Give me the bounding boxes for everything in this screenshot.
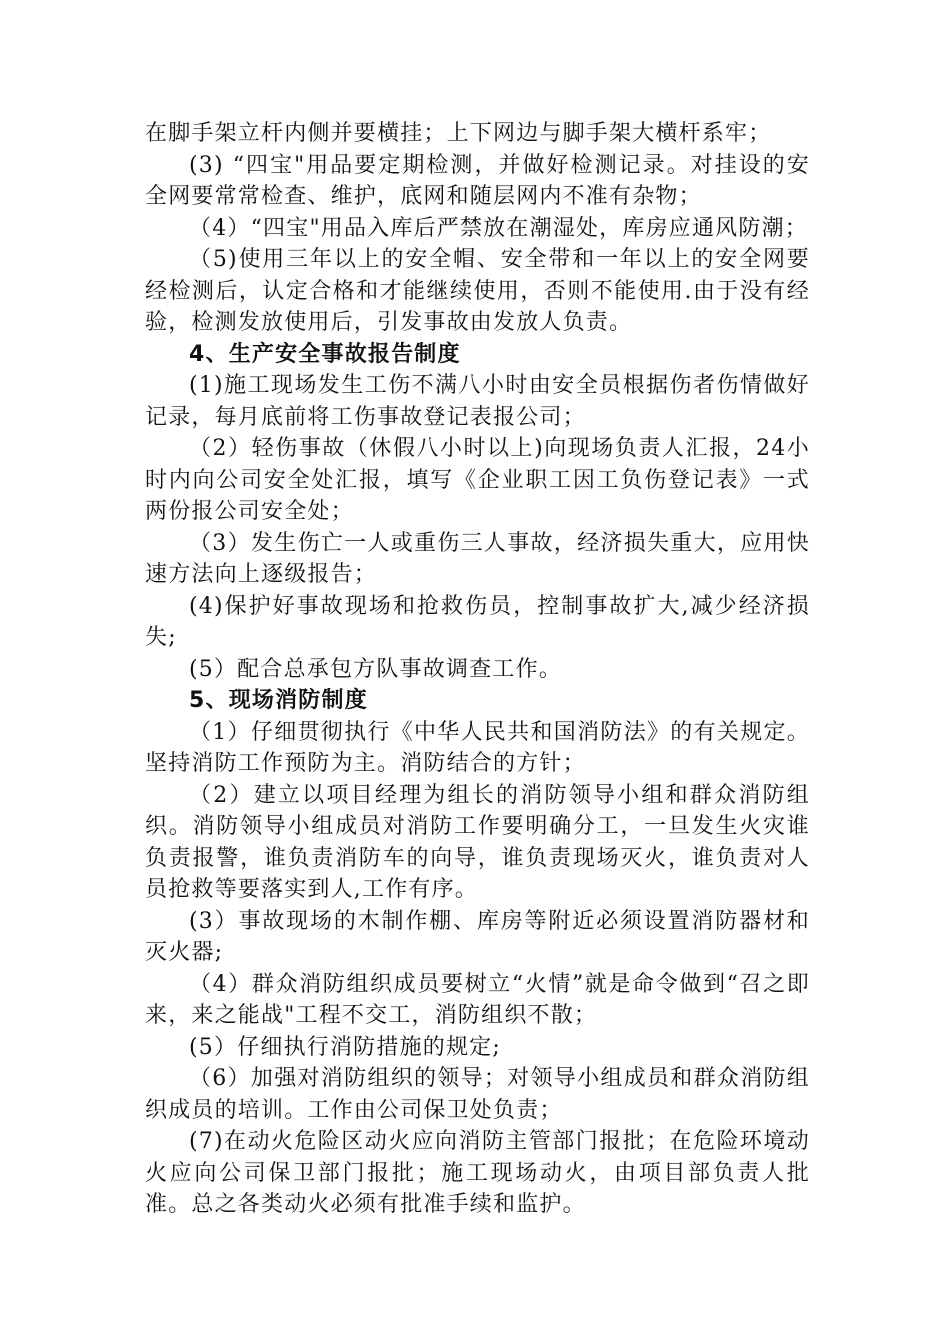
paragraph-item-4: （4）“四宝"用品入库后严禁放在潮湿处，库房应通风防潮；	[189, 215, 808, 241]
accident-report-item-3: （3）发生伤亡一人或重伤三人事故，经济损失重大，应用快速方法向上逐级报告；	[145, 530, 810, 587]
document-body	[145, 118, 810, 1221]
section-heading-fire-protection: 5、现场消防制度	[189, 688, 368, 713]
fire-protection-item-1: （1）仔细贯彻执行《中华人民共和国消防法》的有关规定。坚持消防工作预防为主。消防结合的方针；	[145, 719, 810, 776]
fire-protection-item-4: （4）群众消防组织成员要树立“火情”就是命令做到“召之即来，来之能战"工程不交工，消防组织不散；	[145, 971, 810, 1028]
accident-report-item-2: （2）轻伤事故（休假八小时以上)向现场负责人汇报，24小时内向公司安全处汇报，填写《企业职工因工负伤登记表》一式两份报公司安全处；	[145, 436, 810, 524]
fire-protection-item-7: (7)在动火危险区动火应向消防主管部门报批；在危险环境动火应向公司保卫部门报批；施工现场动火，由项目部负责人批准。总之各类动火必须有批准手续和监护。	[145, 1129, 810, 1217]
paragraph-item-5: （5)使用三年以上的安全帽、安全带和一年以上的安全网要经检测后，认定合格和才能继续使用，否则不能使用.由于没有经验，检测发放使用后，引发事故由发放人负责。	[145, 247, 810, 335]
fire-protection-item-6: （6）加强对消防组织的领导；对领导小组成员和群众消防组织成员的培训。工作由公司保卫处负责；	[145, 1066, 810, 1123]
paragraph-item-3: (3) “四宝"用品要定期检测，并做好检测记录。对挂设的安全网要常常检查、维护，底网和随层网内不准有杂物；	[145, 152, 810, 209]
fire-protection-item-5: (5）仔细执行消防措施的规定;	[189, 1034, 501, 1060]
accident-report-item-5: (5）配合总承包方队事故调查工作。	[189, 656, 562, 682]
fire-protection-item-2: （2）建立以项目经理为组长的消防领导小组和群众消防组织。消防领导小组成员对消防工作要明确分工，一旦发生火灾谁负责报警，谁负责消防车的向导，谁负责现场灭火，谁负责对人员抢救等要落实到人,工作有序。	[145, 782, 810, 902]
section-heading-accident-report: 4、生产安全事故报告制度	[189, 341, 461, 367]
paragraph-intro-continuation: 在脚手架立杆内侧并要横挂；上下网边与脚手架大横杆系牢；	[145, 121, 772, 146]
accident-report-item-4: (4)保护好事故现场和抢救伤员，控制事故扩大,减少经济损失;	[145, 593, 810, 650]
accident-report-item-1: (1)施工现场发生工伤不满八小时由安全员根据伤者伤情做好记录，每月底前将工伤事故登记表报公司；	[145, 373, 810, 430]
fire-protection-item-3: (3）事故现场的木制作棚、库房等附近必须设置消防器材和灭火器;	[145, 908, 810, 965]
